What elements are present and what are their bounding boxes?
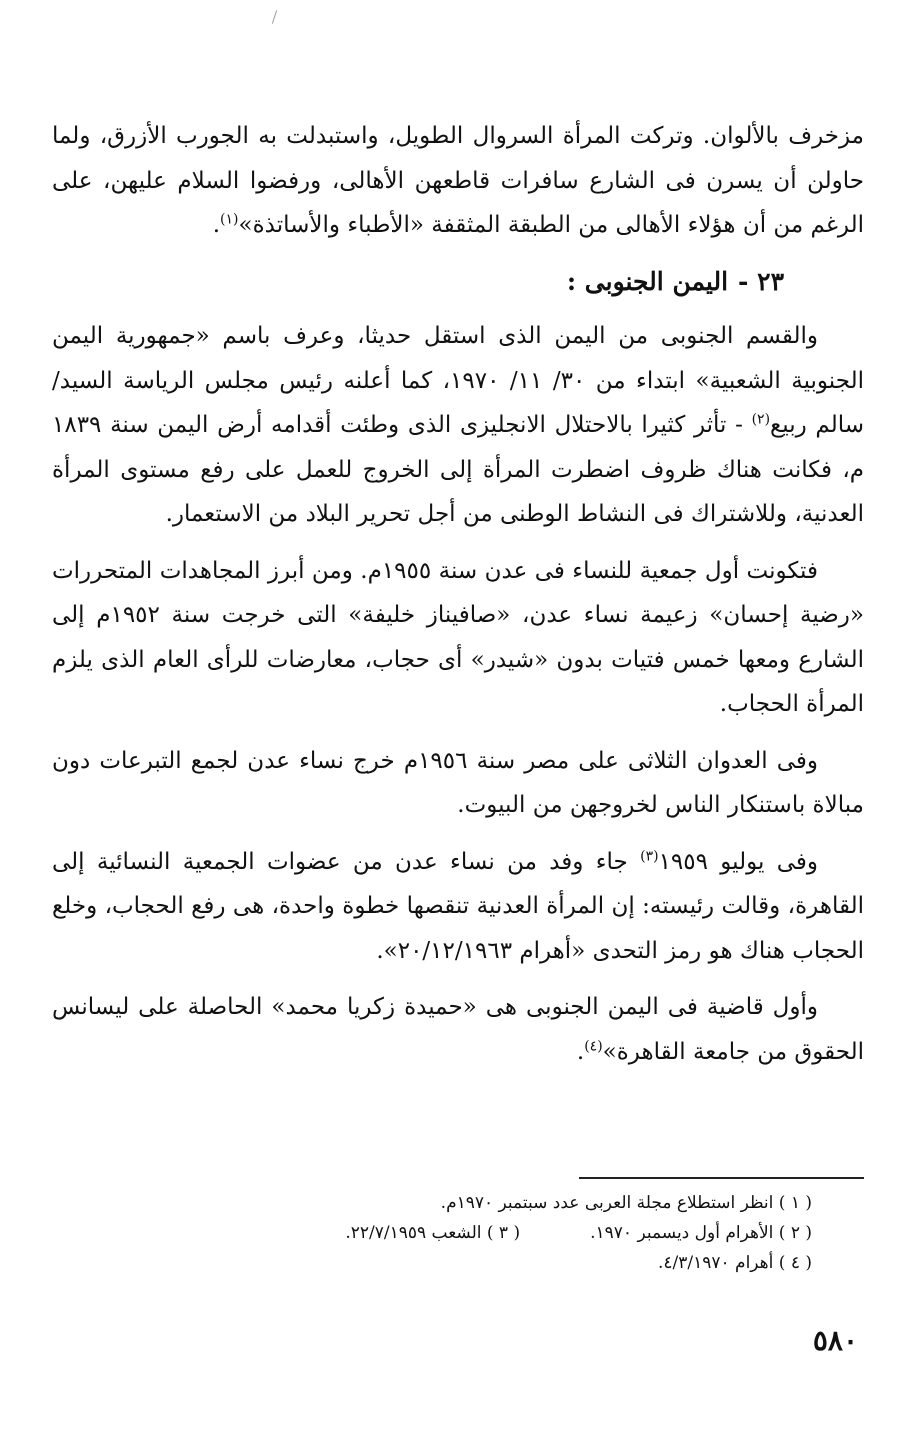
- main-text: [52, 114, 864, 1086]
- footnote-ref-1: (١): [220, 211, 239, 228]
- footnote-row-2: [52, 1218, 812, 1248]
- paragraph-1-end: .: [212, 212, 221, 238]
- paragraph-6-end: .: [576, 1038, 585, 1065]
- paragraph-1-text: مزخرف بالألوان. وتركت المرأة السروال الطويل، واستبدلت به الجورب الأزرق، ولما حاولن أن يسرن فى الشارع سافرات قاطعهن الأهالى، ورفضوا السلام عليهن، على الرغم من أن هؤلاء الأهالى من الطبقة المثقفة «الأطباء والأساتذة»: [52, 123, 864, 238]
- section-number: ٢٣ -: [738, 266, 784, 296]
- paragraph-2-text-b: - تأثر كثيرا بالاحتلال الانجليزى الذى وطئت أقدامه أرض اليمن سنة ١٨٣٩ م، فكانت هناك ظروف اضطرت المرأة إلى الخروج للعمل على رفع مستوى المرأة العدنية، وللاشتراك فى النشاط الوطنى من أجل تحرير البلاد من الاستعمار.: [52, 412, 864, 527]
- paragraph-6: [52, 985, 864, 1074]
- footnote-2: ( ٢ ) الأهرام أول ديسمبر ١٩٧٠.: [590, 1223, 812, 1243]
- paragraph-4: وفى العدوان الثلاثى على مصر سنة ١٩٥٦م خرج نساء عدن لجمع التبرعات دون مبالاة باستنكار الناس لخروجهن من البيوت.: [52, 747, 864, 818]
- paragraph-3: فتكونت أول جمعية للنساء فى عدن سنة ١٩٥٥م. ومن أبرز المجاهدات المتحررات «رضية إحسان» زعيمة نساء عدن، «صافيناز خليفة» التى خرجت سنة ١٩٥٢م إلى الشارع ومعها خمس فتيات بدون «شيدر» أى حجاب، معارضات للرأى العام الذى يلزم المرأة الحجاب.: [52, 557, 864, 717]
- page-number: ٥٨٠: [812, 1324, 858, 1357]
- footnote-1: ( ١ ) انظر استطلاع مجلة العربى عدد سبتمبر ١٩٧٠م.: [440, 1193, 812, 1213]
- footnote-row-1: [52, 1188, 812, 1218]
- footnote-ref-4: (٤): [584, 1037, 603, 1054]
- footnote-ref-3: (٣): [640, 847, 659, 864]
- footnote-ref-2: (٢): [751, 411, 771, 428]
- paragraph-5: [52, 840, 864, 974]
- paragraph-1: [52, 114, 864, 248]
- stray-pencil-mark: [272, 10, 277, 24]
- section-heading: [52, 260, 864, 305]
- footnote-4: ( ٤ ) أهرام ٤/٣/١٩٧٠.: [657, 1253, 812, 1273]
- paragraph-2: [52, 314, 864, 537]
- paragraph-2-text-a: والقسم الجنوبى من اليمن الذى استقل حديثا، وعرف باسم «جمهورية اليمن الجنوبية الشعبية» ابتداء من ٣٠/ ١١/ ١٩٧٠، كما أعلنه رئيس مجلس الرياسة السيد/ سالم ربيع: [52, 323, 864, 438]
- paragraph-5-text-a: وفى يوليو ١٩٥٩: [658, 848, 819, 875]
- paragraph-6-text: وأول قاضية فى اليمن الجنوبى هى «حميدة زكريا محمد» الحاصلة على ليسانس الحقوق من جامعة القاهرة»: [52, 994, 864, 1065]
- footnote-row-3: [52, 1248, 812, 1278]
- paragraph-5-text-b: جاء وفد من نساء عدن من عضوات الجمعية النسائية إلى القاهرة، وقالت رئيسته: إن المرأة العدنية تنقصها خطوة واحدة، هى رفع الحجاب، وخلع الحجاب هناك هو رمز التحدى «أهرام ٢٠/١٢/١٩٦٣».: [52, 848, 864, 964]
- footnote-divider: [579, 1177, 864, 1179]
- footnote-3: ( ٣ ) الشعب ٢٢/٧/١٩٥٩.: [345, 1223, 521, 1243]
- footnotes: [52, 1188, 812, 1278]
- section-title: اليمن الجنوبى :: [566, 266, 729, 296]
